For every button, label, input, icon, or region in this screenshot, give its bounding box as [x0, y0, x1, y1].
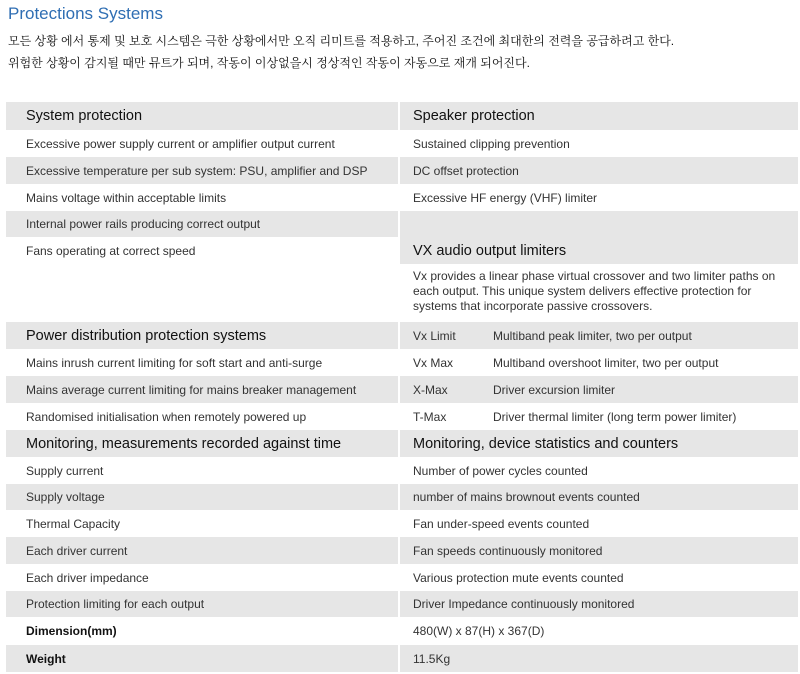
- vx-description: Vx provides a linear phase virtual crossover and two limiter paths on each output. This unique system delivers effective protection for systems that incorporate passive crossovers.: [413, 269, 776, 313]
- speaker-protection-heading: Speaker protection: [400, 102, 798, 130]
- monitoring-measurement-item: Supply voltage: [6, 484, 398, 510]
- empty-cell: [6, 264, 398, 322]
- monitoring-stats-heading: Monitoring, device statistics and counters: [400, 430, 798, 457]
- monitoring-measurement-item: Each driver current: [6, 537, 398, 564]
- monitoring-stat-item: number of mains brownout events counted: [400, 484, 798, 510]
- power-distribution-item: Randomised initialisation when remotely powered up: [26, 409, 307, 424]
- intro-line-1: 모든 상황 에서 통제 및 보호 시스템은 극한 상황에서만 오직 리미트를 적용하고, 주어진 조건에 최대한의 전력을 공급하려고 한다.: [8, 34, 675, 48]
- monitoring-measurement-item: Each driver impedance: [26, 570, 149, 585]
- vx-desc: Driver thermal limiter (long term power limiter): [493, 409, 737, 424]
- monitoring-stat-item: Various protection mute events counted: [413, 570, 624, 585]
- dimension-label: Dimension(mm): [26, 624, 117, 638]
- power-distribution-item: Mains inrush current limiting for soft start and anti-surge: [26, 355, 323, 370]
- speaker-protection-item: Excessive HF energy (VHF) limiter: [413, 190, 598, 205]
- weight-value: 11.5Kg: [400, 645, 798, 672]
- monitoring-measurements-heading: Monitoring, measurements recorded against time: [6, 430, 398, 457]
- dimension-value: 480(W) x 87(H) x 367(D): [413, 624, 545, 638]
- vx-row: [400, 403, 798, 430]
- vx-row: [400, 322, 798, 349]
- monitoring-stat-item: Fan under-speed events counted: [413, 516, 590, 531]
- vx-code: T-Max: [413, 409, 447, 424]
- page-title: Protections Systems: [8, 4, 163, 23]
- monitoring-measurement-item: Supply current: [26, 463, 104, 478]
- system-protection-item: Fans operating at correct speed: [26, 243, 196, 258]
- power-distribution-item: Mains average current limiting for mains breaker management: [6, 376, 398, 403]
- system-protection-item: Mains voltage within acceptable limits: [26, 190, 227, 205]
- vx-code: Vx Max: [413, 355, 454, 370]
- weight-label: Weight: [6, 645, 398, 672]
- monitoring-stat-item: Number of power cycles counted: [413, 463, 588, 478]
- vx-limiters-heading: VX audio output limiters: [400, 237, 798, 264]
- intro-line-2: 위험한 상황이 감지될 때만 뮤트가 되며, 작동이 이상없을시 정상적인 작동이 자동으로 재개 되어진다.: [8, 56, 530, 70]
- monitoring-stat-item: Driver Impedance continuously monitored: [400, 591, 798, 617]
- vx-desc: Multiband overshoot limiter, two per output: [493, 355, 719, 370]
- vx-code: X-Max: [413, 382, 448, 397]
- vx-row: [400, 376, 798, 403]
- vx-row: [400, 349, 798, 376]
- speaker-protection-item: DC offset protection: [400, 157, 798, 184]
- system-protection-item: Excessive power supply current or amplifier output current: [26, 136, 335, 151]
- speaker-protection-item: Sustained clipping prevention: [413, 136, 570, 151]
- monitoring-stat-item: Fan speeds continuously monitored: [400, 537, 798, 564]
- empty-cell: [400, 211, 798, 237]
- system-protection-item: Internal power rails producing correct output: [6, 211, 398, 237]
- monitoring-measurement-item: Protection limiting for each output: [6, 591, 398, 617]
- power-distribution-heading: Power distribution protection systems: [6, 322, 398, 349]
- monitoring-measurement-item: Thermal Capacity: [26, 516, 121, 531]
- vx-code: Vx Limit: [413, 328, 456, 343]
- system-protection-item: Excessive temperature per sub system: PSU, amplifier and DSP: [6, 157, 398, 184]
- vx-desc: Driver excursion limiter: [493, 382, 616, 397]
- vx-desc: Multiband peak limiter, two per output: [493, 328, 692, 343]
- system-protection-heading: System protection: [6, 102, 398, 130]
